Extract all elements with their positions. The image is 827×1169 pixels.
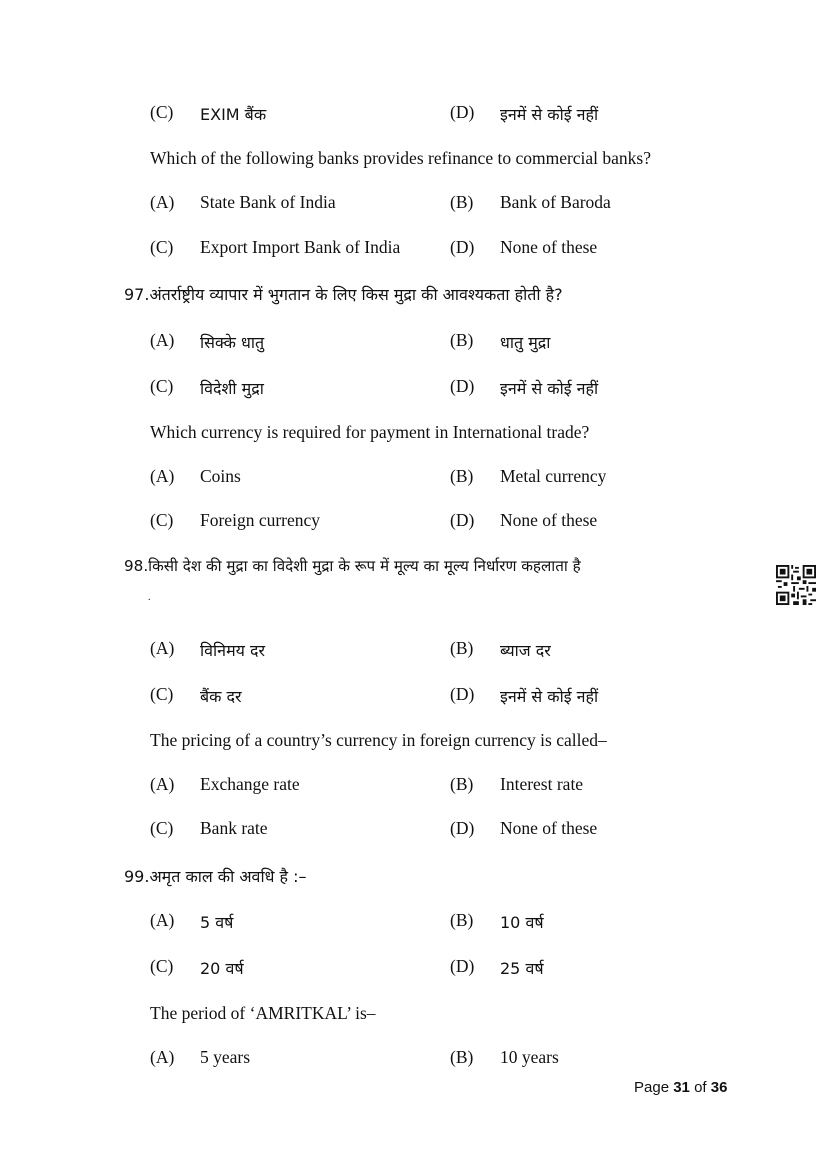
option-label: (B)	[450, 330, 474, 350]
page-footer	[634, 1079, 727, 1096]
option-text: Interest rate	[500, 774, 584, 794]
option-label: (B)	[450, 910, 474, 930]
option-label: (B)	[450, 774, 474, 794]
option-text: EXIM बैंक	[200, 105, 267, 124]
question-text: 99.अमृत काल की अवधि है :–	[124, 867, 307, 886]
option-text: Bank rate	[200, 818, 268, 838]
option-label: (D)	[450, 376, 475, 396]
option-label: (B)	[450, 466, 474, 486]
option-text: Coins	[200, 466, 241, 486]
page-of: of	[694, 1079, 707, 1096]
option-label: (A)	[150, 774, 175, 794]
option-label: (D)	[450, 510, 475, 530]
question-text: Which of the following banks provides refinance to commercial banks?	[150, 148, 652, 168]
option-text: 10 वर्ष	[500, 913, 544, 932]
option-label: (B)	[450, 1047, 474, 1067]
option-label: (D)	[450, 237, 475, 257]
page-total: 36	[710, 1079, 728, 1096]
page-prefix: Page	[634, 1079, 670, 1096]
option-text: बैंक दर	[200, 687, 242, 706]
option-label: (C)	[150, 376, 174, 396]
option-text: 10 years	[500, 1047, 559, 1067]
option-text: विनिमय दर	[200, 641, 266, 660]
qr-code-icon	[776, 565, 816, 605]
option-text: Bank of Baroda	[500, 192, 611, 212]
option-label: (C)	[150, 102, 174, 122]
option-label: (C)	[150, 818, 174, 838]
option-text: Foreign currency	[200, 510, 321, 530]
option-text: ब्याज दर	[500, 641, 551, 660]
option-text: Export Import Bank of India	[200, 237, 401, 257]
option-text: 5 years	[200, 1047, 251, 1067]
page-current: 31	[673, 1079, 690, 1096]
option-label: (C)	[150, 684, 174, 704]
option-label: (A)	[150, 330, 175, 350]
option-label: (D)	[450, 684, 475, 704]
stray-dot: .	[148, 592, 151, 603]
option-text: धातु मुद्रा	[500, 333, 551, 352]
option-text: इनमें से कोई नहीं	[500, 105, 599, 124]
option-text: विदेशी मुद्रा	[200, 379, 264, 398]
option-label: (C)	[150, 510, 174, 530]
option-label: (A)	[150, 466, 175, 486]
option-text: None of these	[500, 237, 598, 257]
option-label: (A)	[150, 910, 175, 930]
option-text: Metal currency	[500, 466, 607, 486]
option-text: इनमें से कोई नहीं	[500, 379, 599, 398]
question-text: The period of ‘AMRITKAL’ is–	[150, 1003, 376, 1023]
option-label: (D)	[450, 956, 475, 976]
option-label: (C)	[150, 237, 174, 257]
option-label: (B)	[450, 192, 474, 212]
option-text: Exchange rate	[200, 774, 300, 794]
option-label: (B)	[450, 638, 474, 658]
option-label: (A)	[150, 638, 175, 658]
option-text: None of these	[500, 818, 598, 838]
option-text: इनमें से कोई नहीं	[500, 687, 599, 706]
option-text: 20 वर्ष	[200, 959, 244, 978]
option-label: (D)	[450, 102, 475, 122]
option-text: सिक्के धातु	[200, 333, 265, 352]
option-text: State Bank of India	[200, 192, 336, 212]
option-label: (A)	[150, 1047, 175, 1067]
option-text: None of these	[500, 510, 598, 530]
question-text: 98.किसी देश की मुद्रा का विदेशी मुद्रा के रूप में मूल्य का मूल्य निर्धारण कहलाता है	[124, 557, 581, 575]
question-text: 97.अंतर्राष्ट्रीय व्यापार में भुगतान के लिए किस मुद्रा की आवश्यकता होती है?	[124, 285, 563, 304]
option-label: (A)	[150, 192, 175, 212]
option-text: 25 वर्ष	[500, 959, 544, 978]
option-text: 5 वर्ष	[200, 913, 234, 932]
question-text: The pricing of a country’s currency in foreign currency is called–	[150, 730, 607, 750]
question-text: Which currency is required for payment in International trade?	[150, 422, 590, 442]
option-label: (C)	[150, 956, 174, 976]
option-label: (D)	[450, 818, 475, 838]
